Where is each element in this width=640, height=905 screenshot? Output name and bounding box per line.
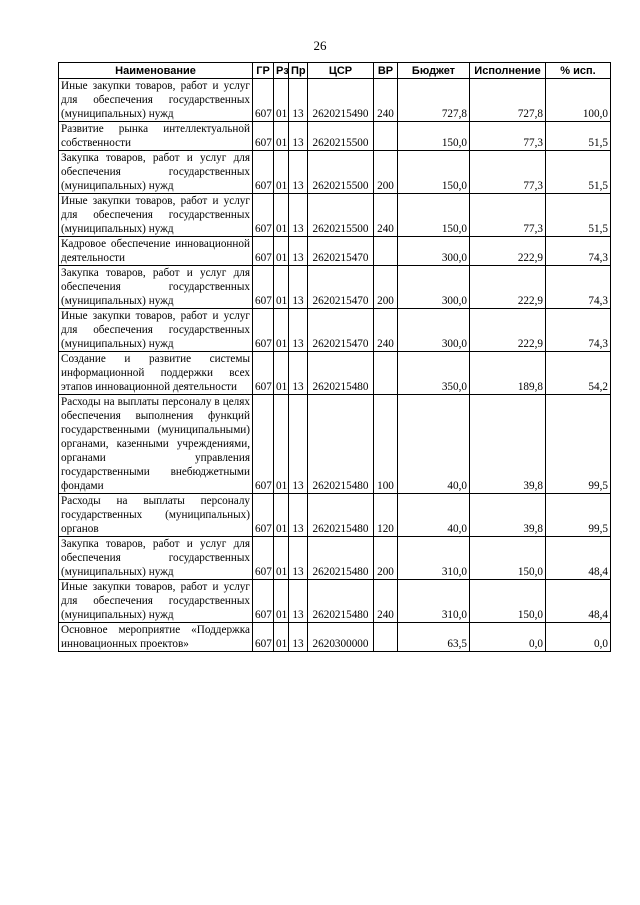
cell-csr: 2620300000 bbox=[308, 623, 374, 652]
cell-vr: 120 bbox=[374, 494, 398, 537]
cell-pr: 13 bbox=[289, 494, 308, 537]
cell-pr: 13 bbox=[289, 151, 308, 194]
cell-gr: 607 bbox=[253, 122, 274, 151]
cell-pr: 13 bbox=[289, 237, 308, 266]
cell-budget: 40,0 bbox=[398, 494, 470, 537]
cell-budget: 300,0 bbox=[398, 237, 470, 266]
cell-csr: 2620215480 bbox=[308, 494, 374, 537]
cell-name: Основное мероприятие «Поддержка инновационных проектов» bbox=[59, 623, 253, 652]
cell-percent: 74,3 bbox=[546, 237, 611, 266]
cell-percent: 54,2 bbox=[546, 352, 611, 395]
table-row bbox=[59, 395, 611, 494]
cell-gr: 607 bbox=[253, 494, 274, 537]
cell-vr: 200 bbox=[374, 537, 398, 580]
cell-budget: 150,0 bbox=[398, 122, 470, 151]
header-csr: ЦСР bbox=[308, 63, 374, 79]
cell-budget: 300,0 bbox=[398, 266, 470, 309]
cell-pr: 13 bbox=[289, 122, 308, 151]
cell-vr: 200 bbox=[374, 151, 398, 194]
cell-rz: 01 bbox=[274, 352, 289, 395]
table-row bbox=[59, 237, 611, 266]
cell-csr: 2620215470 bbox=[308, 309, 374, 352]
cell-name: Кадровое обеспечение инновационной деятельности bbox=[59, 237, 253, 266]
cell-vr: 240 bbox=[374, 309, 398, 352]
cell-execution: 77,3 bbox=[470, 122, 546, 151]
header-pr: Пр bbox=[289, 63, 308, 79]
cell-budget: 40,0 bbox=[398, 395, 470, 494]
header-name: Наименование bbox=[59, 63, 253, 79]
cell-pr: 13 bbox=[289, 266, 308, 309]
cell-csr: 2620215500 bbox=[308, 151, 374, 194]
header-percent: % исп. bbox=[546, 63, 611, 79]
cell-budget: 310,0 bbox=[398, 580, 470, 623]
cell-execution: 39,8 bbox=[470, 494, 546, 537]
cell-gr: 607 bbox=[253, 352, 274, 395]
page-number: 26 bbox=[313, 38, 327, 53]
cell-csr: 2620215500 bbox=[308, 194, 374, 237]
cell-execution: 77,3 bbox=[470, 194, 546, 237]
table-row bbox=[59, 623, 611, 652]
header-gr: ГР bbox=[253, 63, 274, 79]
table-header-row bbox=[59, 63, 611, 79]
cell-csr: 2620215480 bbox=[308, 537, 374, 580]
cell-gr: 607 bbox=[253, 79, 274, 122]
cell-vr bbox=[374, 122, 398, 151]
cell-execution: 222,9 bbox=[470, 266, 546, 309]
cell-gr: 607 bbox=[253, 309, 274, 352]
cell-name: Развитие рынка интеллектуальной собственности bbox=[59, 122, 253, 151]
cell-budget: 727,8 bbox=[398, 79, 470, 122]
cell-percent: 48,4 bbox=[546, 580, 611, 623]
cell-pr: 13 bbox=[289, 623, 308, 652]
cell-pr: 13 bbox=[289, 79, 308, 122]
cell-pr: 13 bbox=[289, 537, 308, 580]
cell-pr: 13 bbox=[289, 309, 308, 352]
table-row bbox=[59, 194, 611, 237]
cell-gr: 607 bbox=[253, 580, 274, 623]
cell-name: Закупка товаров, работ и услуг для обеспечения государственных (муниципальных) нужд bbox=[59, 537, 253, 580]
cell-budget: 300,0 bbox=[398, 309, 470, 352]
header-execution: Исполнение bbox=[470, 63, 546, 79]
cell-name: Создание и развитие системы информационной поддержки всех этапов инновационной деятельности bbox=[59, 352, 253, 395]
cell-vr: 240 bbox=[374, 79, 398, 122]
cell-gr: 607 bbox=[253, 395, 274, 494]
cell-rz: 01 bbox=[274, 237, 289, 266]
cell-name: Иные закупки товаров, работ и услуг для обеспечения государственных (муниципальных) нужд bbox=[59, 309, 253, 352]
table-row bbox=[59, 309, 611, 352]
cell-vr bbox=[374, 352, 398, 395]
cell-rz: 01 bbox=[274, 266, 289, 309]
table-body bbox=[59, 79, 611, 652]
cell-csr: 2620215470 bbox=[308, 237, 374, 266]
cell-rz: 01 bbox=[274, 194, 289, 237]
cell-gr: 607 bbox=[253, 237, 274, 266]
cell-csr: 2620215470 bbox=[308, 266, 374, 309]
cell-gr: 607 bbox=[253, 537, 274, 580]
cell-rz: 01 bbox=[274, 537, 289, 580]
cell-csr: 2620215490 bbox=[308, 79, 374, 122]
cell-pr: 13 bbox=[289, 352, 308, 395]
header-budget: Бюджет bbox=[398, 63, 470, 79]
cell-name: Иные закупки товаров, работ и услуг для обеспечения государственных (муниципальных) нужд bbox=[59, 79, 253, 122]
cell-vr bbox=[374, 623, 398, 652]
cell-percent: 0,0 bbox=[546, 623, 611, 652]
cell-execution: 222,9 bbox=[470, 309, 546, 352]
cell-execution: 150,0 bbox=[470, 537, 546, 580]
cell-execution: 189,8 bbox=[470, 352, 546, 395]
header-vr: ВР bbox=[374, 63, 398, 79]
table-row bbox=[59, 266, 611, 309]
cell-percent: 51,5 bbox=[546, 122, 611, 151]
cell-rz: 01 bbox=[274, 309, 289, 352]
cell-rz: 01 bbox=[274, 122, 289, 151]
cell-percent: 100,0 bbox=[546, 79, 611, 122]
cell-execution: 727,8 bbox=[470, 79, 546, 122]
cell-rz: 01 bbox=[274, 580, 289, 623]
table-row bbox=[59, 352, 611, 395]
cell-vr: 100 bbox=[374, 395, 398, 494]
cell-execution: 39,8 bbox=[470, 395, 546, 494]
cell-percent: 51,5 bbox=[546, 194, 611, 237]
cell-gr: 607 bbox=[253, 151, 274, 194]
table-row bbox=[59, 537, 611, 580]
cell-rz: 01 bbox=[274, 151, 289, 194]
cell-pr: 13 bbox=[289, 580, 308, 623]
cell-budget: 310,0 bbox=[398, 537, 470, 580]
cell-execution: 77,3 bbox=[470, 151, 546, 194]
budget-table bbox=[58, 62, 611, 652]
cell-csr: 2620215480 bbox=[308, 395, 374, 494]
cell-execution: 150,0 bbox=[470, 580, 546, 623]
cell-name: Расходы на выплаты персоналу в целях обеспечения выполнения функций государственными (муниципальными) органами, казенными учреждениями, органами управления государственными внебюджетными фондами bbox=[59, 395, 253, 494]
cell-name: Иные закупки товаров, работ и услуг для обеспечения государственных (муниципальных) нужд bbox=[59, 580, 253, 623]
cell-csr: 2620215480 bbox=[308, 352, 374, 395]
cell-rz: 01 bbox=[274, 395, 289, 494]
cell-percent: 99,5 bbox=[546, 494, 611, 537]
cell-name: Закупка товаров, работ и услуг для обеспечения государственных (муниципальных) нужд bbox=[59, 266, 253, 309]
cell-vr: 240 bbox=[374, 194, 398, 237]
table-row bbox=[59, 122, 611, 151]
cell-pr: 13 bbox=[289, 194, 308, 237]
table-row bbox=[59, 79, 611, 122]
cell-csr: 2620215500 bbox=[308, 122, 374, 151]
cell-percent: 48,4 bbox=[546, 537, 611, 580]
cell-budget: 63,5 bbox=[398, 623, 470, 652]
cell-vr: 240 bbox=[374, 580, 398, 623]
table-row bbox=[59, 580, 611, 623]
cell-percent: 51,5 bbox=[546, 151, 611, 194]
table-row bbox=[59, 151, 611, 194]
cell-vr: 200 bbox=[374, 266, 398, 309]
cell-budget: 150,0 bbox=[398, 194, 470, 237]
cell-name: Закупка товаров, работ и услуг для обеспечения государственных (муниципальных) нужд bbox=[59, 151, 253, 194]
cell-percent: 74,3 bbox=[546, 309, 611, 352]
cell-budget: 150,0 bbox=[398, 151, 470, 194]
cell-gr: 607 bbox=[253, 623, 274, 652]
cell-rz: 01 bbox=[274, 494, 289, 537]
cell-rz: 01 bbox=[274, 623, 289, 652]
cell-gr: 607 bbox=[253, 266, 274, 309]
cell-percent: 99,5 bbox=[546, 395, 611, 494]
header-rz: Рз bbox=[274, 63, 289, 79]
table-row bbox=[59, 494, 611, 537]
cell-pr: 13 bbox=[289, 395, 308, 494]
cell-name: Расходы на выплаты персоналу государственных (муниципальных) органов bbox=[59, 494, 253, 537]
cell-vr bbox=[374, 237, 398, 266]
cell-name: Иные закупки товаров, работ и услуг для обеспечения государственных (муниципальных) нужд bbox=[59, 194, 253, 237]
cell-percent: 74,3 bbox=[546, 266, 611, 309]
cell-budget: 350,0 bbox=[398, 352, 470, 395]
cell-gr: 607 bbox=[253, 194, 274, 237]
cell-execution: 0,0 bbox=[470, 623, 546, 652]
cell-rz: 01 bbox=[274, 79, 289, 122]
cell-csr: 2620215480 bbox=[308, 580, 374, 623]
cell-execution: 222,9 bbox=[470, 237, 546, 266]
